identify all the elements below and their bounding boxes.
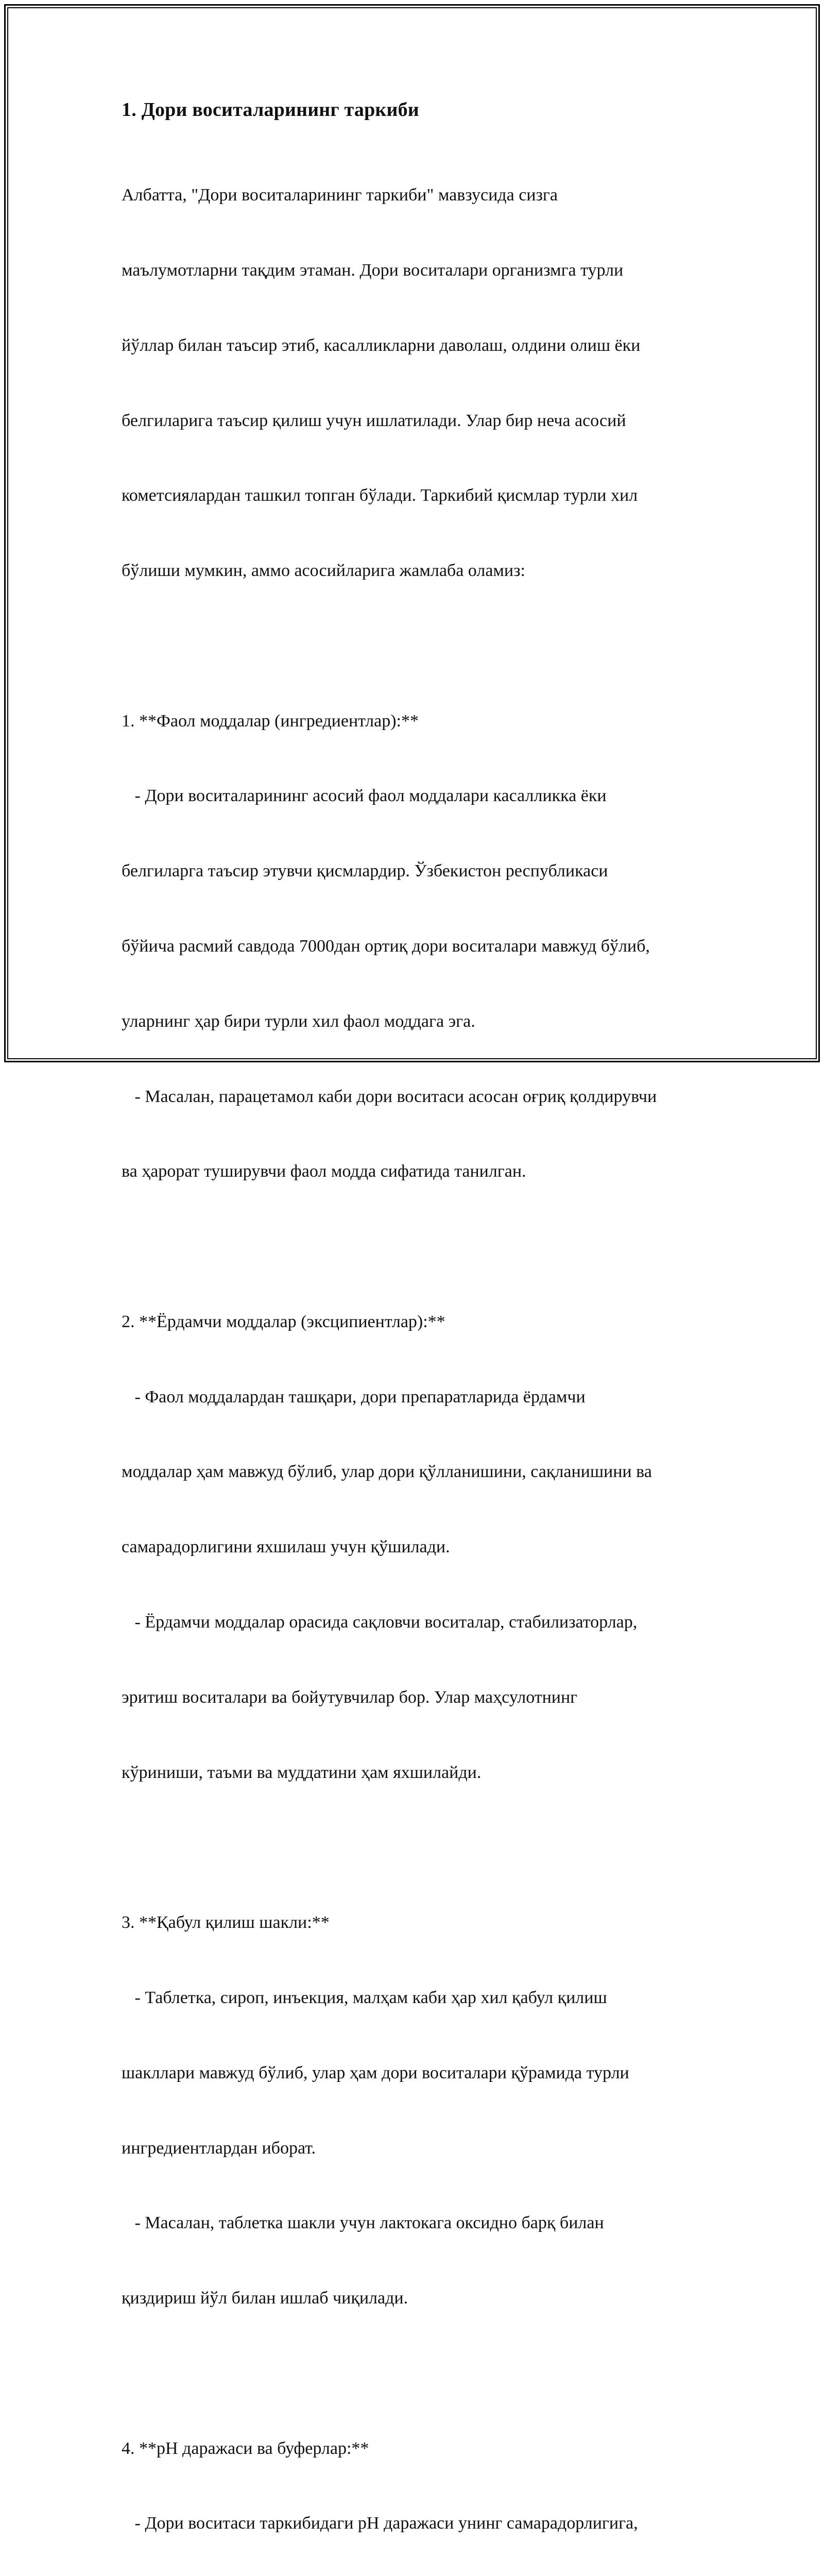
section-heading: 2. **Ёрдамчи моддалар (эксципиентлар):**	[122, 1312, 445, 1331]
document-body	[122, 96, 709, 2576]
document-title: 1. Дори воситаларининг таркиби	[122, 99, 419, 121]
section-dosage-form	[122, 1860, 709, 2361]
intro-line: белгиларига таъсир қилиш учун ишлатилади. Улар бир неча асосий	[122, 411, 626, 430]
section-heading: 1. **Фаол моддалар (ингредиентлар):**	[122, 711, 419, 731]
section-line: - Ёрдамчи моддалар орасида сақловчи воситалар, стабилизаторлар,	[122, 1613, 638, 1632]
intro-line: кометсиялардан ташкил топган бўлади. Таркибий қисмлар турли хил	[122, 486, 638, 505]
section-line: - Масалан, парацетамол каби дори воситаси асосан оғриқ қолдирувчи	[122, 1087, 657, 1106]
section-ph-buffers	[122, 2386, 709, 2576]
intro-line: маълумотларни тақдим этаман. Дори воситалари организмга турли	[122, 260, 624, 280]
section-line: - Масалан, таблетка шакли учун лактокага оксидно барқ билан	[122, 2213, 604, 2233]
section-line: ингредиентлардан иборат.	[122, 2138, 316, 2158]
section-excipients	[122, 1260, 709, 1836]
section-line: - Фаол моддалардан ташқари, дори препаратларида ёрдамчи	[122, 1387, 586, 1406]
section-line: кўриниши, таъми ва муддатини ҳам яхшилайди.	[122, 1762, 482, 1782]
section-line: бўйича расмий савдода 7000дан ортиқ дори воситалари мавжуд бўлиб,	[122, 937, 650, 956]
section-line: - Дори воситаларининг асосий фаол моддалари касалликка ёки	[122, 786, 607, 806]
intro-paragraph	[122, 133, 709, 634]
section-heading: 4. **pH даражаси ва буферлар:**	[122, 2438, 369, 2458]
section-line: - Таблетка, сироп, инъекция, малҳам каби ҳар хил қабул қилиш	[122, 1988, 607, 2007]
section-line: эритиш воситалари ва бойутувчилар бор. Улар маҳсулотнинг	[122, 1687, 578, 1707]
section-line: қиздириш йўл билан ишлаб чиқилади.	[122, 2289, 408, 2308]
section-line: ва ҳарорат туширувчи фаол модда сифатида танилган.	[122, 1162, 526, 1181]
intro-line: йўллар билан таъсир этиб, касалликларни даволаш, олдини олиш ёки	[122, 335, 641, 355]
section-line: самарадорлигини яхшилаш учун қўшилади.	[122, 1537, 450, 1557]
section-heading: 3. **Қабул қилиш шакли:**	[122, 1913, 330, 1933]
section-line: уларнинг ҳар бири турли хил фаол моддага эга.	[122, 1011, 475, 1031]
intro-line: бўлиши мумкин, аммо асосийларига жамлаба оламиз:	[122, 561, 525, 581]
intro-line: Албатта, "Дори воситаларининг таркиби" мавзусида сизга	[122, 185, 558, 205]
section-line: - Дори воситаси таркибидаги pH даражаси унинг самарадорлигига,	[122, 2514, 638, 2533]
section-line: шакллари мавжуд бўлиб, улар ҳам дори воситалари қўрамида турли	[122, 2063, 629, 2082]
section-line: моддалар ҳам мавжуд бўлиб, улар дори қўлланишини, сақланишини ва	[122, 1462, 652, 1482]
section-active-ingredients	[122, 658, 709, 1234]
section-line: белгиларга таъсир этувчи қисмлардир. Ўзбекистон республикаси	[122, 861, 608, 881]
